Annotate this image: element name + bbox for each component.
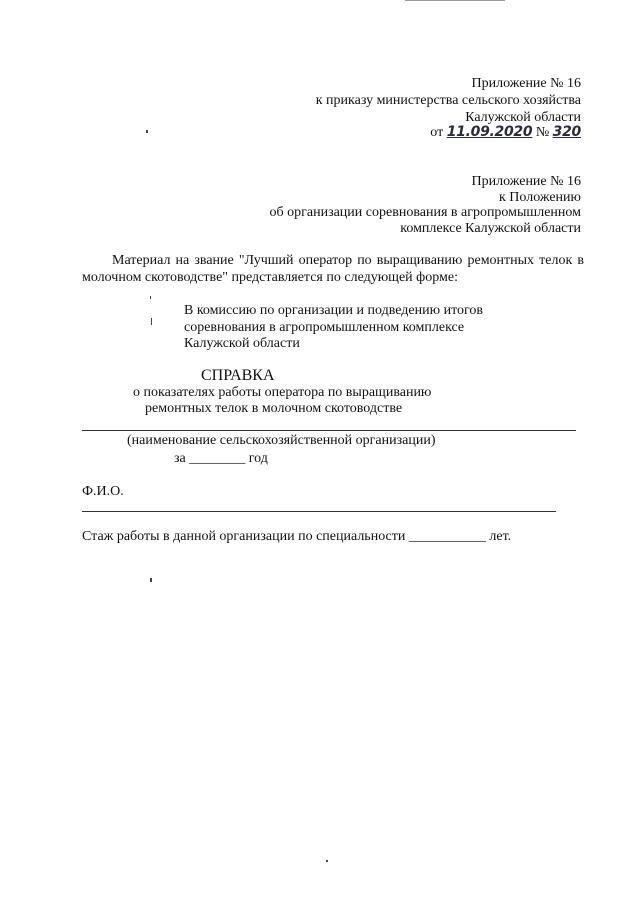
experience-blank: ___________: [408, 529, 486, 544]
title-line-2: ремонтных телок в молочном скотоводстве: [145, 401, 403, 416]
experience-suffix: лет.: [489, 529, 512, 544]
document-title: СПРАВКА: [201, 367, 275, 384]
order-appendix-label: Приложение № 16: [471, 76, 581, 91]
regulation-title: об организации соревнования в агропромышленном: [269, 205, 581, 220]
intro-line-2: молочном скотоводстве" представляется по следующей форме:: [82, 270, 458, 285]
year-blank: ________: [189, 451, 246, 466]
year-suffix: год: [248, 451, 268, 466]
fio-blank-line: [82, 511, 556, 512]
handwritten-number: 320: [552, 124, 581, 140]
year-prefix: за: [174, 451, 186, 466]
experience-row: [82, 529, 511, 545]
number-prefix: №: [535, 125, 550, 140]
scan-speck: [146, 130, 148, 133]
scan-speck: [150, 296, 151, 299]
regulation-region: комплексе Калужской области: [400, 221, 581, 236]
scan-speck: [151, 318, 152, 325]
scan-edge-mark: [405, 0, 505, 1]
experience-text: Стаж работы в данной организации по специальности: [82, 529, 406, 544]
regulation-appendix-label: Приложение № 16: [471, 174, 581, 189]
organization-caption: (наименование сельскохозяйственной организации): [127, 433, 436, 448]
addressee-line-2: соревнования в агропромышленном комплексе: [184, 320, 465, 335]
year-row: [174, 451, 268, 467]
fio-label: Ф.И.О.: [82, 484, 124, 499]
date-prefix: от: [430, 125, 444, 140]
order-region: Калужской области: [465, 110, 581, 125]
scan-speck: [326, 860, 328, 862]
intro-line-1: Материал на звание "Лучший оператор по выращиванию ремонтных телок в: [112, 253, 584, 268]
addressee-line-1: В комиссию по организации и подведению итогов: [184, 303, 484, 318]
handwritten-date: 11.09.2020: [446, 124, 533, 140]
title-line-1: о показателях работы оператора по выращиванию: [133, 385, 432, 400]
regulation-reference: к Положению: [498, 190, 581, 205]
scan-speck: [150, 578, 152, 582]
organization-blank-line: [82, 430, 576, 431]
order-reference: к приказу министерства сельского хозяйства: [315, 93, 581, 108]
order-date-number: [430, 124, 581, 141]
addressee-line-3: Калужской области: [184, 336, 300, 351]
